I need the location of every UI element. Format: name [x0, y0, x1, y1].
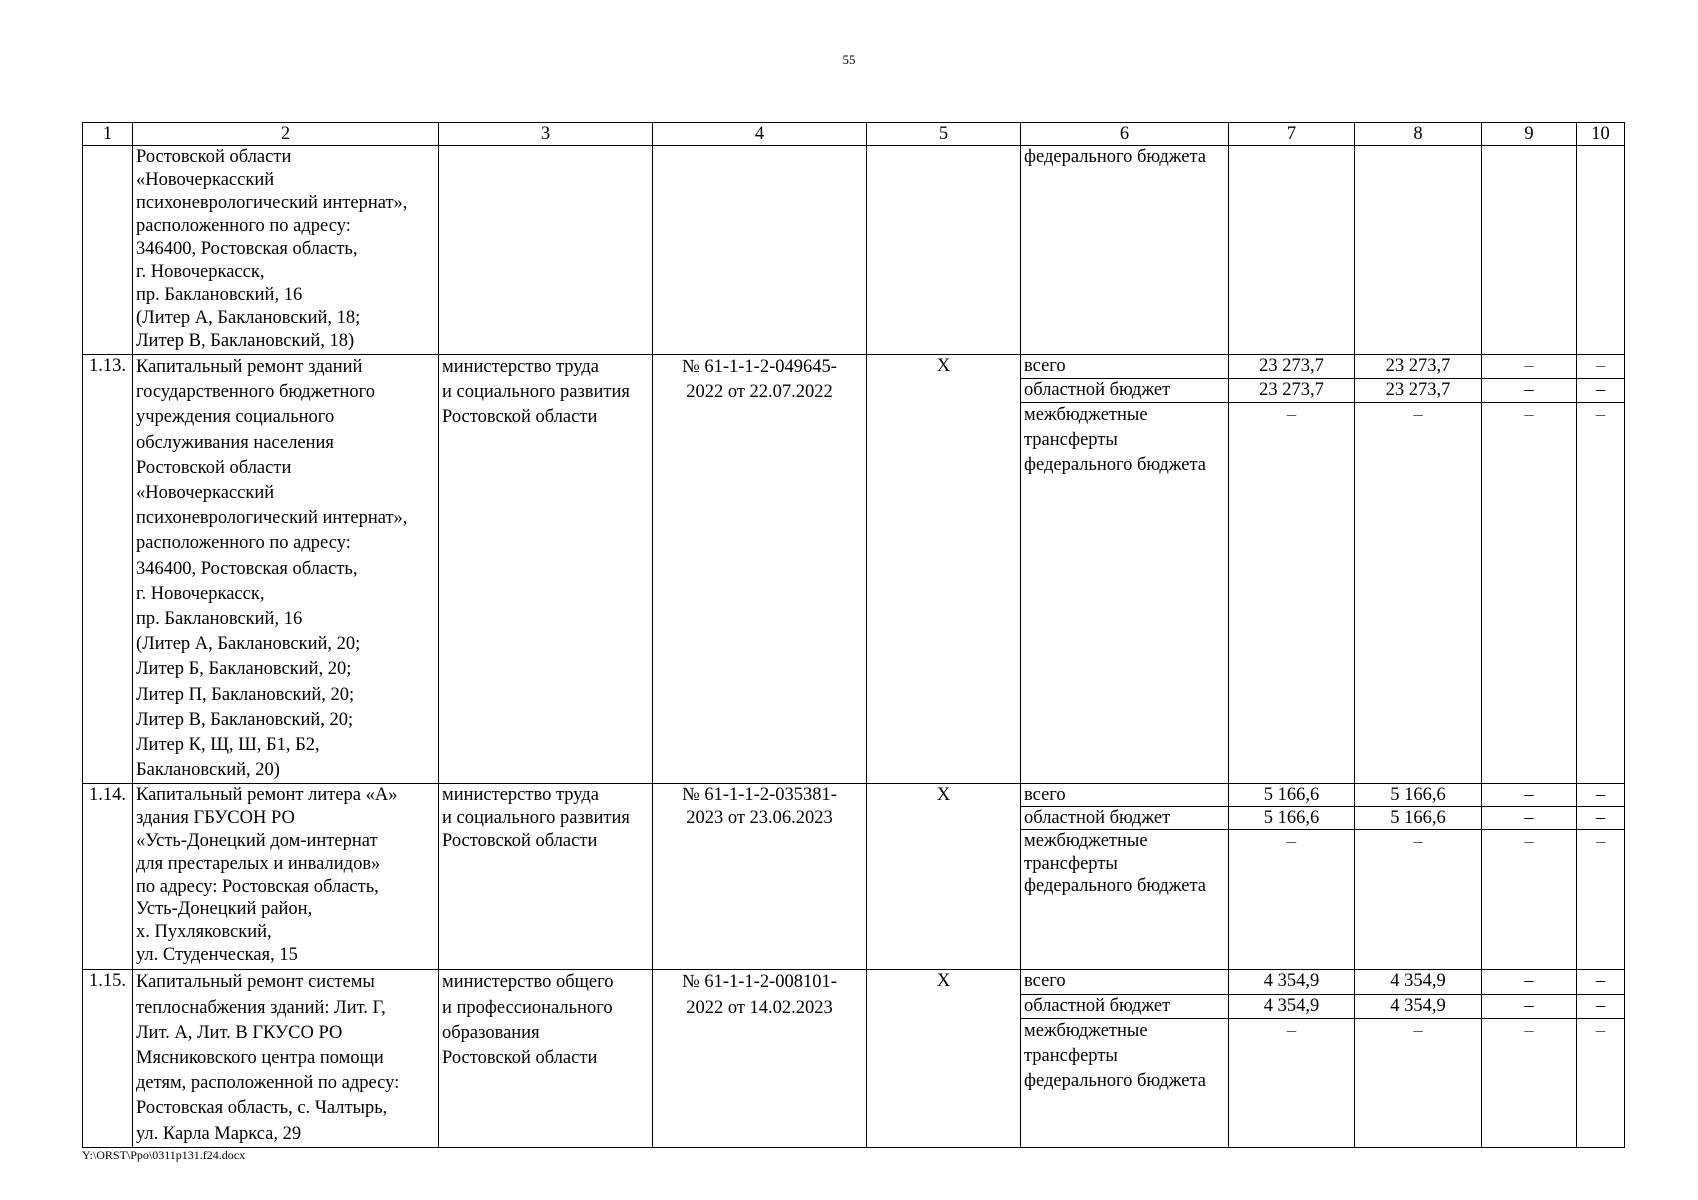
value-cell: –: [1577, 970, 1625, 994]
value-cell: –: [1577, 379, 1625, 403]
document-number: № 61-1-1-2-035381- 2023 от 23.06.2023: [653, 784, 867, 970]
document-number: [653, 146, 867, 355]
value-cell: –: [1577, 830, 1625, 970]
value-cell: 4 354,9: [1355, 994, 1482, 1018]
value-cell: [1229, 146, 1355, 355]
object-name: Капитальный ремонт системы теплоснабжения зданий: Лит. Г, Лит. А, Лит. В ГКУСО РО Мясниковского центра помощи детям, расположенной по адресу: Ростовская область, с. Чалтырь, ул. Карла Маркса, 29: [133, 970, 439, 1147]
budget-table: [82, 122, 1625, 1148]
value-cell: –: [1482, 403, 1577, 784]
value-cell: –: [1577, 403, 1625, 784]
value-cell: 5 166,6: [1355, 807, 1482, 830]
funding-source: всего: [1021, 784, 1229, 807]
value-cell: 4 354,9: [1355, 970, 1482, 994]
row-number: [83, 146, 133, 355]
value-cell: 23 273,7: [1229, 379, 1355, 403]
funding-source: межбюджетные трансферты федерального бюджета: [1021, 830, 1229, 970]
table-row: [83, 970, 1625, 994]
column-number: 9: [1482, 123, 1577, 146]
ministry: [439, 146, 653, 355]
value-cell: 5 166,6: [1229, 807, 1355, 830]
object-name: Капитальный ремонт зданий государственного бюджетного учреждения социального обслуживания населения Ростовской области «Новочеркасский психоневрологический интернат», расположенного по адресу: 346400, Ростовская область, г. Новочеркасск, пр. Баклановский, 16 (Литер А, Баклановский, 20; Литер Б, Баклановский, 20; Литер П, Баклановский, 20; Литер В, Баклановский, 20; Литер К, Щ, Ш, Б1, Б2, Баклановский, 20): [133, 355, 439, 784]
value-cell: –: [1355, 403, 1482, 784]
table-row: [83, 784, 1625, 807]
value-cell: –: [1355, 830, 1482, 970]
column-number: 1: [83, 123, 133, 146]
value-cell: 4 354,9: [1229, 970, 1355, 994]
value-cell: [1577, 146, 1625, 355]
table-row: [83, 355, 1625, 379]
row-number: 1.15.: [83, 970, 133, 1147]
column-number: 3: [439, 123, 653, 146]
column-number: 2: [133, 123, 439, 146]
page-number: 55: [842, 52, 856, 67]
row-number: 1.13.: [83, 355, 133, 784]
column-number-row: [83, 123, 1625, 146]
column-5: Х: [867, 784, 1021, 970]
value-cell: 23 273,7: [1229, 355, 1355, 379]
column-number: 6: [1021, 123, 1229, 146]
funding-source: всего: [1021, 355, 1229, 379]
value-cell: –: [1577, 807, 1625, 830]
value-cell: –: [1229, 403, 1355, 784]
funding-source: областной бюджет: [1021, 994, 1229, 1018]
document-number: № 61-1-1-2-049645- 2022 от 22.07.2022: [653, 355, 867, 784]
value-cell: –: [1577, 784, 1625, 807]
column-number: 8: [1355, 123, 1482, 146]
value-cell: [1482, 146, 1577, 355]
value-cell: 23 273,7: [1355, 355, 1482, 379]
value-cell: 5 166,6: [1355, 784, 1482, 807]
value-cell: –: [1229, 830, 1355, 970]
object-name: Ростовской области «Новочеркасский психоневрологический интернат», расположенного по адресу: 346400, Ростовская область, г. Новочеркасск, пр. Баклановский, 16 (Литер А, Баклановский, 18; Литер В, Баклановский, 18): [133, 146, 439, 355]
column-5: Х: [867, 970, 1021, 1147]
value-cell: –: [1577, 994, 1625, 1018]
value-cell: –: [1577, 1019, 1625, 1148]
column-number: 7: [1229, 123, 1355, 146]
value-cell: –: [1482, 994, 1577, 1018]
funding-source: всего: [1021, 970, 1229, 994]
value-cell: –: [1482, 355, 1577, 379]
value-cell: –: [1577, 355, 1625, 379]
ministry: министерство общего и профессионального образования Ростовской области: [439, 970, 653, 1147]
document-number: № 61-1-1-2-008101- 2022 от 14.02.2023: [653, 970, 867, 1147]
row-number: 1.14.: [83, 784, 133, 970]
value-cell: [1355, 146, 1482, 355]
column-5: Х: [867, 355, 1021, 784]
value-cell: –: [1482, 784, 1577, 807]
ministry: министерство труда и социального развития Ростовской области: [439, 355, 653, 784]
value-cell: 4 354,9: [1229, 994, 1355, 1018]
value-cell: –: [1355, 1019, 1482, 1148]
value-cell: –: [1482, 1019, 1577, 1148]
column-number: 5: [867, 123, 1021, 146]
funding-source: межбюджетные трансферты федерального бюджета: [1021, 1019, 1229, 1148]
object-name: Капитальный ремонт литера «А» здания ГБУСОН РО «Усть-Донецкий дом-интернат для престарелых и инвалидов» по адресу: Ростовская область, Усть-Донецкий район, х. Пухляковский, ул. Студенческая, 15: [133, 784, 439, 970]
value-cell: 23 273,7: [1355, 379, 1482, 403]
value-cell: –: [1482, 807, 1577, 830]
file-path-footer: Y:\ORST\Ppo\0311p131.f24.docx: [82, 1148, 246, 1162]
column-5: [867, 146, 1021, 355]
value-cell: –: [1229, 1019, 1355, 1148]
value-cell: –: [1482, 379, 1577, 403]
column-number: 10: [1577, 123, 1625, 146]
funding-source: федерального бюджета: [1021, 146, 1229, 355]
continuation-row: [83, 146, 1625, 355]
funding-source: областной бюджет: [1021, 379, 1229, 403]
value-cell: –: [1482, 830, 1577, 970]
value-cell: –: [1482, 970, 1577, 994]
funding-source: областной бюджет: [1021, 807, 1229, 830]
value-cell: 5 166,6: [1229, 784, 1355, 807]
column-number: 4: [653, 123, 867, 146]
ministry: министерство труда и социального развития Ростовской области: [439, 784, 653, 970]
funding-source: межбюджетные трансферты федерального бюджета: [1021, 403, 1229, 784]
